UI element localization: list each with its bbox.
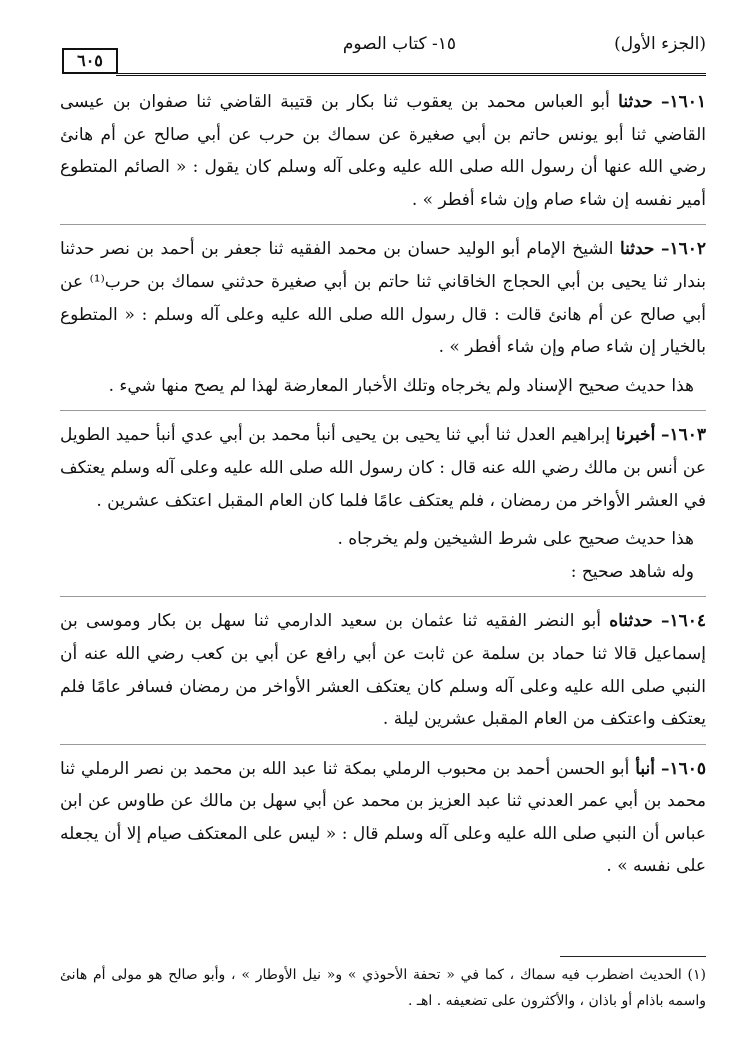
hadith-keyword: حدثنا bbox=[618, 92, 653, 112]
hadith-1604 bbox=[60, 605, 706, 735]
hadith-text: أبو الحسن أحمد بن محبوب الرملي بمكة ثنا عبد الله بن محمد بن نصر الرملي ثنا محمد بن أبي عمر العدني ثنا عبد العزيز بن محمد عن أبي سهل بن مالك عن طاوس عن ابن عباس أن النبي صلى الله عليه وعلى آله وسلم قال : « ليس على المعتكف صيام إلا أن يجعله على نفسه » . bbox=[60, 758, 706, 877]
grading-note: هذا حديث صحيح الإسناد ولم يخرجاه وتلك الأخبار المعارضة لهذا لم يصح منها شيء . bbox=[108, 375, 694, 396]
hadith-1605 bbox=[60, 753, 706, 883]
hadith-1603 bbox=[60, 419, 706, 517]
hadith-number: ١٦٠٤– bbox=[661, 611, 707, 632]
grading-note: هذا حديث صحيح على شرط الشيخين ولم يخرجاه . bbox=[337, 529, 694, 550]
header-rule bbox=[116, 73, 706, 76]
hadith-text: أبو النضر الفقيه ثنا عثمان بن سعيد الدارمي ثنا سهل بن بكار وموسى بن إسماعيل قالا ثنا حماد بن سلمة عن ثابت عن أبي رافع عن أبي بن كعب رضي الله عنه أن النبي صلى الله عليه وعلى آله وسلم كان يعتكف العشر الأواخر من رمضان فسافر عامًا فلم يعتكف واعتكف من العام المقبل عشرين ليلة . bbox=[60, 611, 706, 730]
hadith-number: ١٦٠١– bbox=[660, 92, 707, 112]
hadith-separator bbox=[60, 596, 706, 597]
page-header bbox=[62, 32, 706, 70]
hadith-number: ١٦٠٥– bbox=[660, 758, 706, 779]
hadith-keyword: حدثنا bbox=[619, 239, 655, 260]
hadith-keyword: أخبرنا bbox=[615, 425, 656, 446]
witness-note: وله شاهد صحيح : bbox=[570, 561, 694, 582]
page-body bbox=[60, 86, 706, 889]
hadith-separator bbox=[60, 224, 706, 225]
hadith-number: ١٦٠٣– bbox=[660, 425, 707, 446]
page-number: ٦٠٥ bbox=[62, 48, 118, 74]
hadith-text: أبو العباس محمد بن يعقوب ثنا بكار بن قتيبة القاضي ثنا صفوان بن عيسى القاضي ثنا أبو يونس حاتم بن أبي صغيرة عن سماك بن حرب عن أبي صالح عن أم هانئ رضي الله عنها أن رسول الله صلى الله عليه وعلى آله وسلم كان يقول : « الصائم المتطوع أمير نفسه إن شاء صام وإن شاء أفطر » . bbox=[60, 92, 706, 210]
hadith-separator bbox=[60, 410, 706, 411]
hadith-text: الشيخ الإمام أبو الوليد حسان بن محمد الفقيه ثنا جعفر بن أحمد بن نصر حدثنا بندار ثنا يحيى بن أبي الحجاج الخاقاني ثنا حاتم بن أبي صغيرة حدثني سماك بن حرب⁽¹⁾ عن أبي صالح عن أم هانئ قالت : قال رسول الله صلى الله عليه وعلى آله وسلم : « المتطوع بالخيار إن شاء صام وإن شاء أفطر » . bbox=[60, 239, 706, 358]
hadith-1602 bbox=[60, 233, 706, 363]
hadith-keyword: أنبأ bbox=[635, 758, 656, 779]
chapter-title: ١٥- كتاب الصوم bbox=[342, 34, 456, 54]
footnote-rule bbox=[560, 956, 706, 957]
hadith-number: ١٦٠٢– bbox=[660, 239, 707, 260]
hadith-1601 bbox=[60, 86, 706, 216]
hadith-keyword: حدثناه bbox=[609, 611, 653, 632]
footnote: (١) الحديث اضطرب فيه سماك ، كما في « تحفة الأحوذي » و« نيل الأوطار » ، وأبو صالح هو مولى أم هانئ واسمه باذام أو باذان ، والأكثرون على تضعيفه . اهـ . bbox=[60, 967, 706, 1009]
volume-label: (الجزء الأول) bbox=[614, 34, 706, 54]
hadith-separator bbox=[60, 744, 706, 745]
hadith-text: إبراهيم العدل ثنا أبي ثنا يحيى بن يحيى أنبأ محمد بن أبي عدي أنبأ حميد الطويل عن أنس بن مالك رضي الله عنه قال : كان رسول الله صلى الله عليه وعلى آله وسلم يعتكف في العشر الأواخر من رمضان ، فلم يعتكف عامًا فلما كان العام المقبل اعتكف عشرين . bbox=[60, 425, 707, 511]
